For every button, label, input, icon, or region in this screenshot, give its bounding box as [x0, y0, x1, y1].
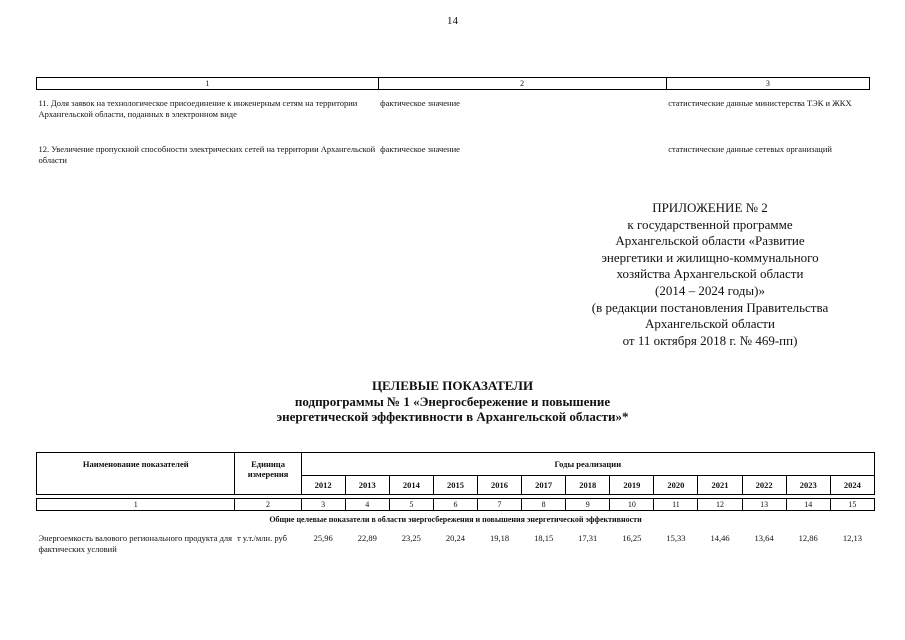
- table-row: [37, 136, 870, 166]
- appendix-line: хозяйства Архангельской области: [616, 266, 804, 282]
- year-header: 2021: [698, 476, 742, 495]
- appendix-line: Архангельской области «Развитие: [615, 233, 805, 249]
- year-value: 20,24: [445, 533, 466, 543]
- year-value: 14,46: [710, 533, 730, 543]
- year-value: 19,18: [489, 533, 510, 543]
- year-value: 17,31: [578, 533, 598, 543]
- indicator-name: 12. Увеличение пропускной способности электрических сетей на территории Архангельской области: [38, 144, 376, 165]
- year-value: 18,15: [534, 533, 554, 543]
- indicator-sources-table: [36, 77, 870, 166]
- column-number: 5: [389, 499, 433, 511]
- year-header: 2012: [301, 476, 345, 495]
- year-value: 23,25: [401, 533, 421, 543]
- year-header: 2018: [566, 476, 610, 495]
- title-line: энергетической эффективности в Архангельской области»*: [276, 409, 629, 424]
- column-numbers-row: [37, 499, 875, 511]
- column-number: 11: [654, 499, 698, 511]
- column-number: 9: [566, 499, 610, 511]
- year-header: 2022: [742, 476, 786, 495]
- appendix-line: ПРИЛОЖЕНИЕ № 2: [652, 200, 768, 215]
- column-number: 10: [610, 499, 654, 511]
- column-years: Годы реализации: [301, 453, 874, 476]
- appendix-line: Архангельской области: [645, 316, 775, 332]
- title-line: ЦЕЛЕВЫЕ ПОКАЗАТЕЛИ: [371, 378, 534, 393]
- column-number: 8: [522, 499, 566, 511]
- indicator-value-type: фактическое значение: [380, 98, 460, 108]
- appendix-line: от 11 октября 2018 г. № 469-пп): [622, 332, 798, 348]
- appendix-line: к государственной программе: [627, 216, 793, 232]
- column-number: 3: [301, 499, 345, 511]
- appendix-line: (2014 – 2024 годы)»: [655, 282, 765, 298]
- year-header: 2016: [478, 476, 522, 495]
- year-header: 2020: [654, 476, 698, 495]
- appendix-line: (в редакции постановления Правительства: [591, 299, 829, 315]
- column-number: 2: [235, 499, 301, 511]
- year-value: 13,64: [754, 533, 774, 543]
- indicator-unit: т у.т./млн. руб: [236, 533, 287, 543]
- column-number: 7: [478, 499, 522, 511]
- column-number: 1: [37, 499, 235, 511]
- indicator-name: 11. Доля заявок на технологическое присоединение к инженерным сетям на территории Архангельской области, поданных в электронном виде: [38, 98, 358, 119]
- table-row: [37, 90, 870, 137]
- column-indicator-name: Наименование показателей: [37, 453, 235, 495]
- column-number: 13: [742, 499, 786, 511]
- year-header: 2014: [389, 476, 433, 495]
- table-header-row: [37, 78, 870, 90]
- indicator-value-type: фактическое значение: [380, 144, 460, 154]
- indicator-source: статистические данные сетевых организаций: [668, 144, 832, 154]
- column-number: 4: [345, 499, 389, 511]
- year-header: 2015: [433, 476, 477, 495]
- year-header: 2023: [786, 476, 830, 495]
- year-value: 15,33: [666, 533, 686, 543]
- year-header: 2013: [345, 476, 389, 495]
- title-line: подпрограммы № 1 «Энергосбережение и повышение: [294, 393, 611, 409]
- indicator-name: Энергоемкость валового регионального продукта для фактических условий: [38, 533, 233, 554]
- column-number-1: 1: [37, 78, 379, 90]
- year-value: 12,86: [798, 533, 818, 543]
- appendix-line: энергетики и жилищно-коммунального: [601, 249, 819, 265]
- column-number: 12: [698, 499, 742, 511]
- indicator-source: статистические данные министерства ТЭК и ЖКХ: [668, 98, 852, 108]
- column-unit: Единица измерения: [235, 453, 301, 495]
- year-header: 2017: [522, 476, 566, 495]
- year-value: 22,89: [357, 533, 377, 543]
- table-header-row: [37, 453, 875, 476]
- column-number: 6: [433, 499, 477, 511]
- year-value: 12,13: [842, 533, 862, 543]
- target-indicators-table: [36, 452, 875, 555]
- document-title: [0, 378, 905, 425]
- table-row: [37, 527, 875, 555]
- section-title: Общие целевые показатели в области энергосбережения и повышения энергетической эффективности: [269, 514, 642, 524]
- year-header: 2019: [610, 476, 654, 495]
- column-number-3: 3: [666, 78, 869, 90]
- page-number: 14: [447, 15, 458, 27]
- year-value: 16,25: [622, 533, 642, 543]
- column-number: 15: [830, 499, 874, 511]
- appendix-header: [560, 200, 860, 349]
- column-number-2: 2: [378, 78, 666, 90]
- column-number: 14: [786, 499, 830, 511]
- section-heading-row: [37, 511, 875, 528]
- year-header: 2024: [830, 476, 874, 495]
- year-value: 25,96: [313, 533, 333, 543]
